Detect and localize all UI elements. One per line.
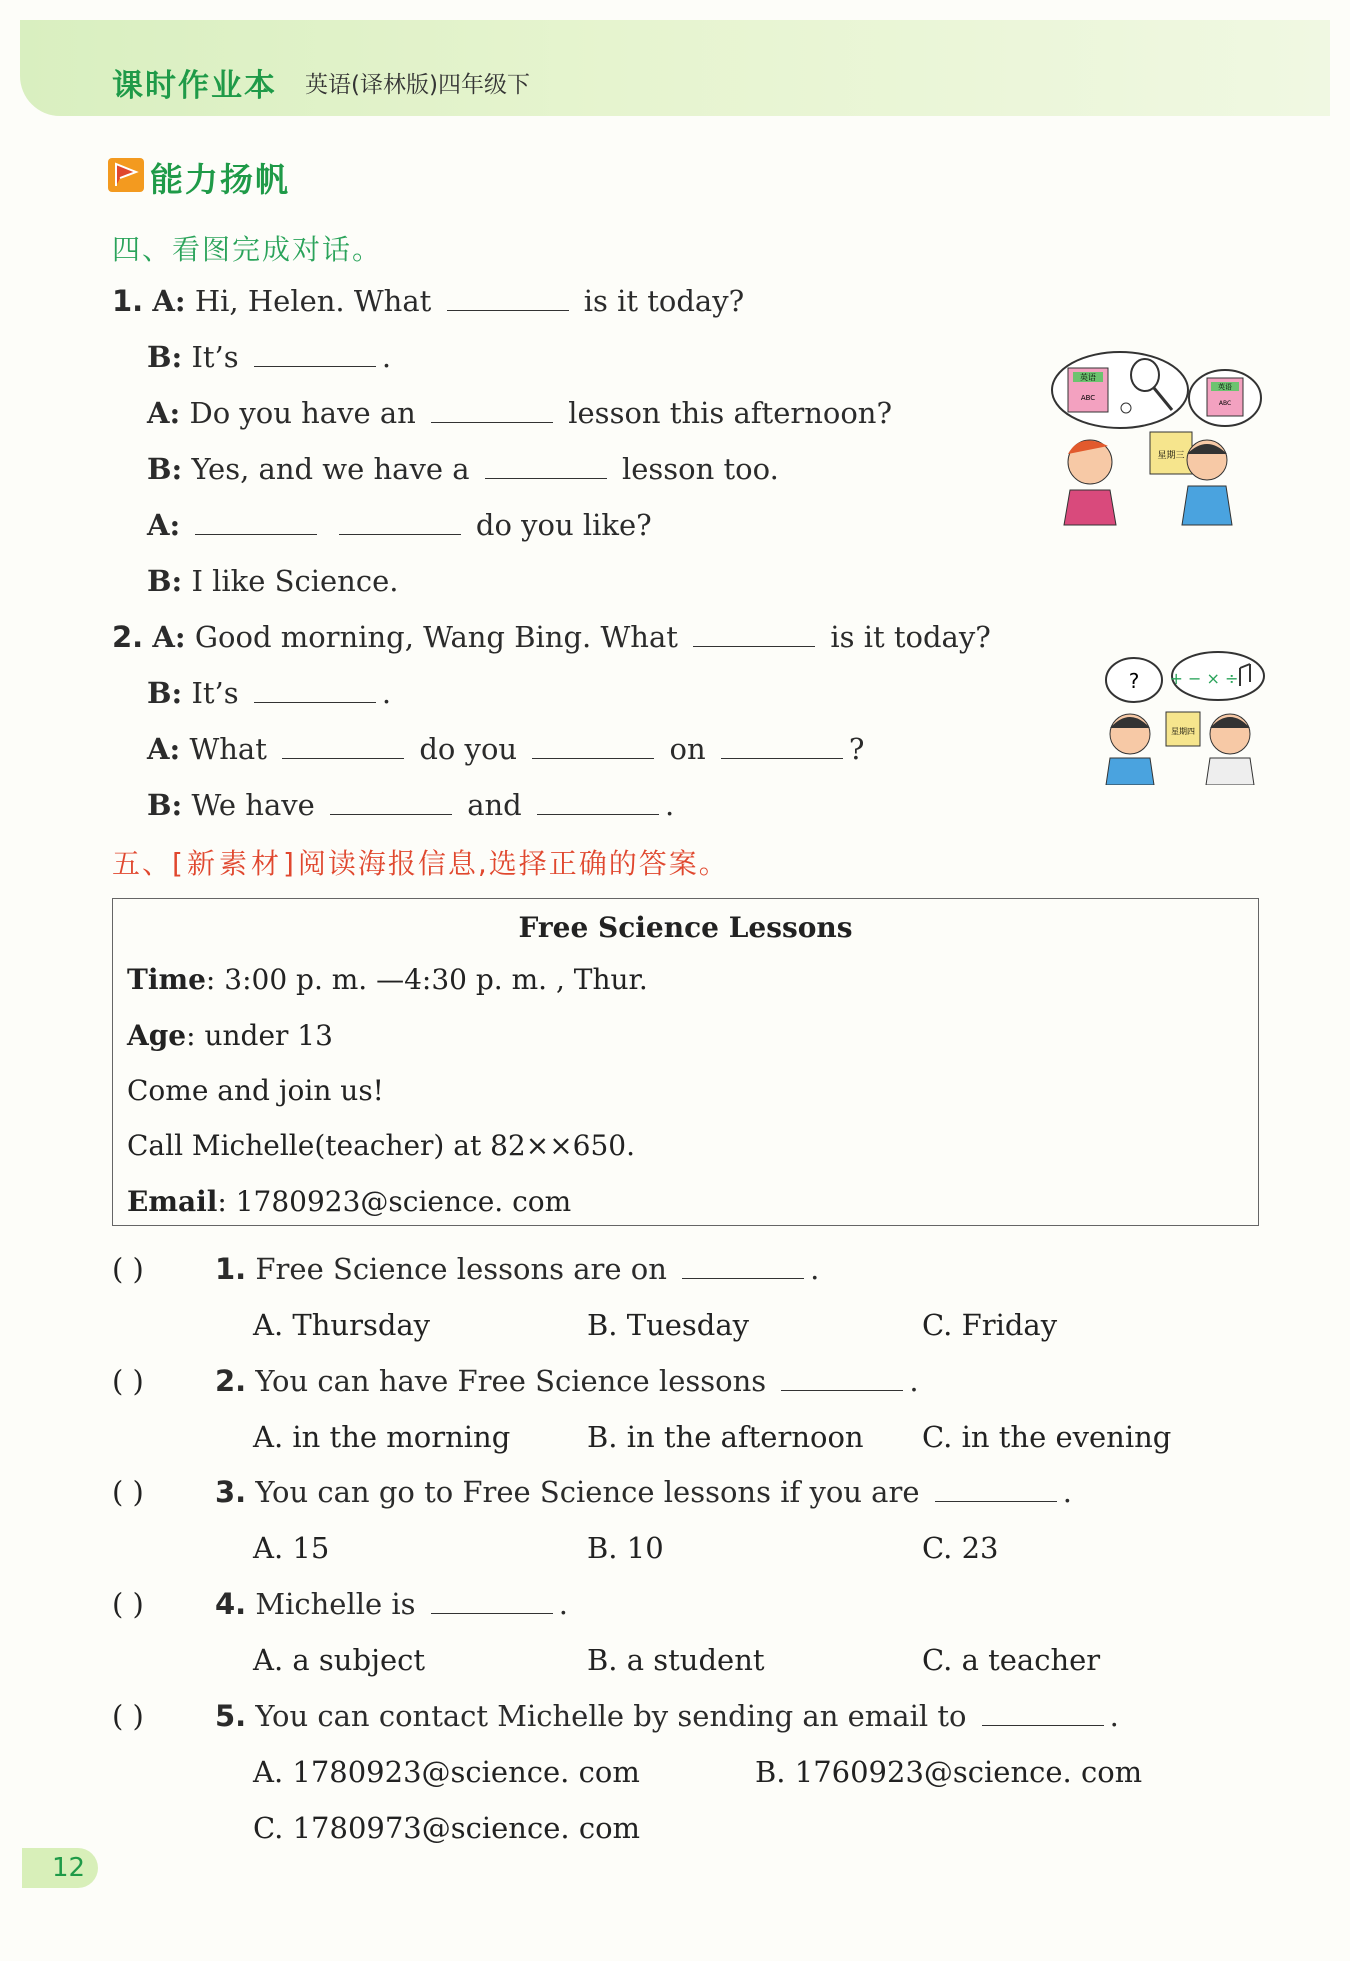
option-a[interactable]: A. Thursday <box>253 1308 431 1342</box>
option-a[interactable]: A. in the morning <box>253 1420 511 1454</box>
line-text: and <box>467 788 522 822</box>
answer-blank[interactable] <box>195 508 317 535</box>
answer-blank[interactable] <box>254 676 376 703</box>
question-end: . <box>1109 1699 1119 1733</box>
line-text: is it today? <box>830 620 991 654</box>
answer-paren[interactable]: ( ) <box>112 1475 144 1509</box>
question-text: Michelle is <box>255 1587 416 1621</box>
part4-heading: 四、看图完成对话。 <box>112 233 383 266</box>
answer-paren[interactable]: ( ) <box>112 1587 144 1621</box>
dialogue-illustration-1 <box>1050 350 1265 530</box>
speaker-label: A: <box>152 284 186 318</box>
q1-line-2 <box>147 340 391 374</box>
answer-blank[interactable] <box>682 1252 804 1279</box>
line-text: Yes, and we have a <box>191 452 470 486</box>
heading-text: 阅读海报信息,选择正确的答案。 <box>297 847 729 880</box>
option-c[interactable]: C. in the evening <box>922 1420 1172 1454</box>
calendar-day: 星期三 <box>1157 451 1185 461</box>
poster-email <box>127 1185 571 1218</box>
question-number: 3. <box>215 1475 247 1509</box>
q2-line-4 <box>147 788 674 822</box>
line-text: It’s <box>191 340 239 374</box>
answer-blank[interactable] <box>781 1364 903 1391</box>
speaker-label: A: <box>147 396 181 430</box>
q1-line-6 <box>147 564 398 598</box>
q1-line-4 <box>147 452 779 486</box>
option-c[interactable]: C. a teacher <box>922 1643 1101 1677</box>
option-a[interactable]: A. 1780923@science. com <box>253 1755 640 1789</box>
line-text: It’s <box>191 676 239 710</box>
option-a[interactable]: A. a subject <box>253 1643 426 1677</box>
option-b[interactable]: B. 1760923@science. com <box>755 1755 1143 1789</box>
question-mark: ? <box>1128 669 1140 693</box>
speaker-label: B: <box>147 676 183 710</box>
poster-age <box>127 1019 333 1052</box>
question-text: Free Science lessons are on <box>255 1252 667 1286</box>
part5-heading <box>112 842 729 882</box>
time-value: : 3:00 p. m. —4:30 p. m. , Thur. <box>205 963 648 996</box>
line-text: do you like? <box>475 508 652 542</box>
dialogue-illustration-2 <box>1100 650 1265 785</box>
age-label: Age <box>127 1019 187 1052</box>
answer-blank[interactable] <box>935 1475 1057 1502</box>
answer-blank[interactable] <box>721 732 843 759</box>
line-text: on <box>669 732 706 766</box>
age-value: : under 13 <box>186 1019 333 1052</box>
book-label: 英语 <box>1080 373 1096 382</box>
q2-line-2 <box>147 676 391 710</box>
abc-label: ABC <box>1080 394 1096 402</box>
line-text: I like Science. <box>191 564 399 598</box>
speaker-label: B: <box>147 564 183 598</box>
option-a[interactable]: A. 15 <box>253 1531 330 1565</box>
poster-time <box>127 963 648 996</box>
question-text: You can have Free Science lessons <box>255 1364 767 1398</box>
option-c[interactable]: C. 23 <box>922 1531 999 1565</box>
question-1 <box>215 1252 819 1286</box>
book-label: 英语 <box>1218 383 1232 391</box>
speaker-label: B: <box>147 340 183 374</box>
answer-blank[interactable] <box>282 732 404 759</box>
speaker-label: B: <box>147 452 183 486</box>
poster-call: Call Michelle(teacher) at 82××650. <box>127 1129 635 1162</box>
question-text: You can contact Michelle by sending an email to <box>255 1699 967 1733</box>
poster-join: Come and join us! <box>127 1074 384 1107</box>
math-symbols: + − × ÷ <box>1169 669 1239 688</box>
answer-blank[interactable] <box>431 1587 553 1614</box>
answer-blank[interactable] <box>330 788 452 815</box>
line-text: Hi, Helen. What <box>194 284 432 318</box>
abc-label: ABC <box>1218 400 1232 407</box>
question-number: 1. <box>215 1252 247 1286</box>
question-end: . <box>909 1364 919 1398</box>
section-title: 能力扬帆 <box>150 160 290 199</box>
line-text: We have <box>191 788 315 822</box>
option-c[interactable]: C. 1780973@science. com <box>253 1811 641 1845</box>
option-b[interactable]: B. 10 <box>587 1531 664 1565</box>
answer-blank[interactable] <box>431 396 553 423</box>
option-c[interactable]: C. Friday <box>922 1308 1058 1342</box>
q1-line-3 <box>147 396 892 430</box>
option-b[interactable]: B. a student <box>587 1643 765 1677</box>
calendar-day: 星期四 <box>1171 727 1195 736</box>
line-text: lesson this afternoon? <box>568 396 893 430</box>
line-text: ? <box>848 732 865 766</box>
answer-paren[interactable]: ( ) <box>112 1364 144 1398</box>
question-number: 2. <box>215 1364 247 1398</box>
line-text: lesson too. <box>621 452 779 486</box>
answer-blank[interactable] <box>447 284 569 311</box>
line-text: Do you have an <box>189 396 416 430</box>
poster-title: Free Science Lessons <box>518 911 853 944</box>
question-number: 4. <box>215 1587 247 1621</box>
page-number: 12 <box>22 1848 98 1888</box>
q2-number: 2. <box>112 620 144 654</box>
line-text: do you <box>419 732 518 766</box>
q1-line-5 <box>147 508 652 542</box>
question-2 <box>215 1364 919 1398</box>
book-title: 课时作业本 <box>112 68 277 104</box>
q2-line-3 <box>147 732 864 766</box>
answer-paren[interactable]: ( ) <box>112 1699 144 1733</box>
section-flag-icon <box>108 158 144 192</box>
answer-blank[interactable] <box>982 1699 1104 1726</box>
line-text: . <box>381 676 392 710</box>
question-end: . <box>558 1587 568 1621</box>
speaker-label: A: <box>147 732 181 766</box>
line-text: . <box>381 340 392 374</box>
answer-paren[interactable]: ( ) <box>112 1252 144 1286</box>
question-5 <box>215 1699 1119 1733</box>
question-number: 5. <box>215 1699 247 1733</box>
answer-blank[interactable] <box>339 508 461 535</box>
new-material-tag: [新素材] <box>172 847 298 880</box>
line-text: is it today? <box>583 284 745 318</box>
option-b[interactable]: B. in the afternoon <box>587 1420 864 1454</box>
speaker-label: A: <box>147 508 181 542</box>
book-subtitle: 英语(译林版)四年级下 <box>305 72 530 98</box>
line-text: . <box>664 788 675 822</box>
answer-blank[interactable] <box>532 732 654 759</box>
answer-blank[interactable] <box>254 340 376 367</box>
science-poster <box>112 898 1259 1226</box>
answer-blank[interactable] <box>485 452 607 479</box>
q1-line-1 <box>112 284 744 318</box>
answer-blank[interactable] <box>693 620 815 647</box>
line-text: What <box>189 732 267 766</box>
question-3 <box>215 1475 1072 1509</box>
question-4 <box>215 1587 568 1621</box>
q1-number: 1. <box>112 284 144 318</box>
speaker-label: B: <box>147 788 183 822</box>
time-label: Time <box>127 963 206 996</box>
speaker-label: A: <box>152 620 186 654</box>
question-text: You can go to Free Science lessons if you are <box>255 1475 920 1509</box>
q2-line-1 <box>112 620 991 654</box>
email-value: : 1780923@science. com <box>217 1185 572 1218</box>
question-end: . <box>810 1252 820 1286</box>
heading-prefix: 五、 <box>112 847 173 880</box>
option-b[interactable]: B. Tuesday <box>587 1308 750 1342</box>
line-text: Good morning, Wang Bing. What <box>194 620 678 654</box>
email-label: Email <box>127 1185 218 1218</box>
question-end: . <box>1062 1475 1072 1509</box>
answer-blank[interactable] <box>537 788 659 815</box>
